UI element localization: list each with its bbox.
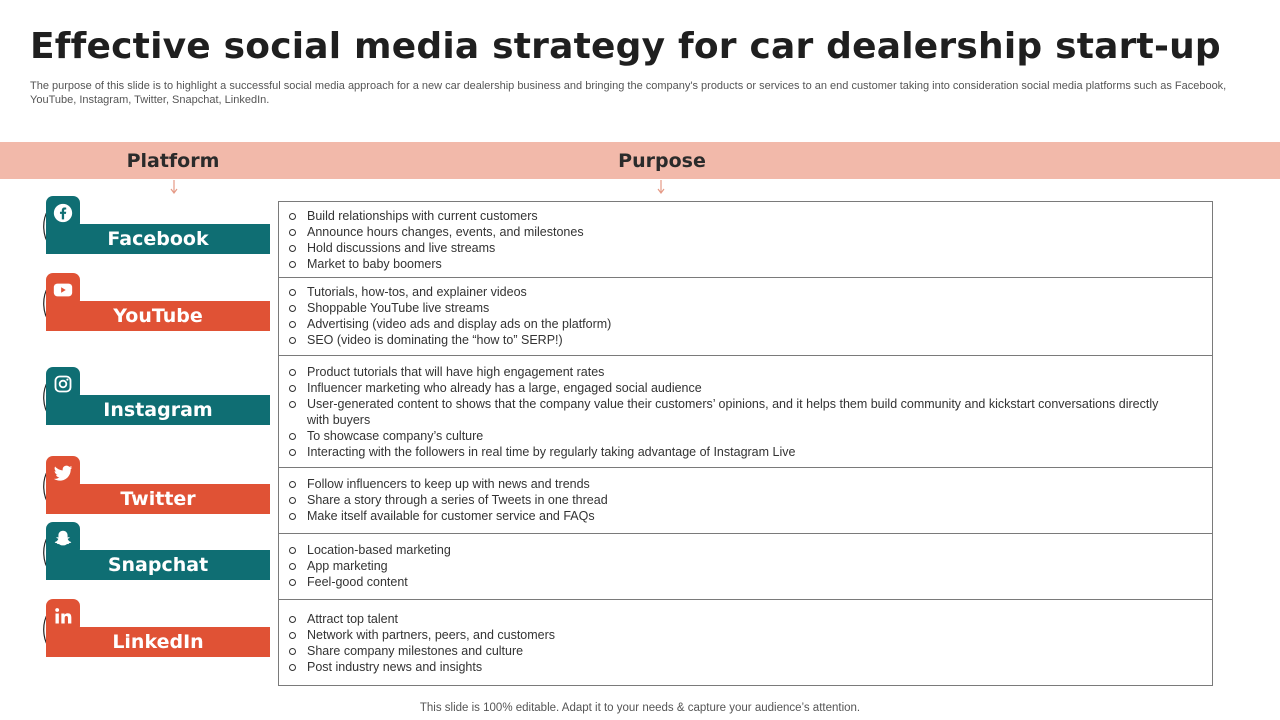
footer-note: This slide is 100% editable. Adapt it to your needs & capture your audience’s attention.: [419, 702, 861, 714]
purpose-arrow-icon: [656, 180, 666, 194]
list-item: Follow influencers to keep up with news and trends: [289, 476, 1202, 492]
purpose-list-twitter: [289, 476, 1202, 524]
purpose-list-instagram: [289, 364, 1202, 460]
platform-linkedin: [42, 599, 270, 659]
list-item: Hold discussions and live streams: [289, 240, 1202, 256]
platform-instagram: [42, 367, 270, 427]
purpose-facebook: [278, 201, 1213, 277]
list-item: Feel-good content: [289, 574, 1202, 590]
facebook-label: Facebook: [46, 224, 270, 254]
purpose-twitter: [278, 467, 1213, 533]
purpose-list-facebook: [289, 208, 1202, 272]
list-item: Build relationships with current customers: [289, 208, 1202, 224]
platform-youtube: [42, 273, 270, 333]
platform-column-header: Platform: [126, 150, 220, 172]
list-item: Attract top talent: [289, 611, 1202, 627]
purpose-list-linkedin: [289, 611, 1202, 675]
list-item: Influencer marketing who already has a large, engaged social audience: [289, 380, 1202, 396]
purpose-snapchat: [278, 533, 1213, 599]
list-item: Share a story through a series of Tweets in one thread: [289, 492, 1202, 508]
list-item: To showcase company’s culture: [289, 428, 1202, 444]
instagram-label: Instagram: [46, 395, 270, 425]
list-item: Tutorials, how-tos, and explainer videos: [289, 284, 1202, 300]
page-subtitle: The purpose of this slide is to highlight a successful social media approach for a new car dealership business and bringing the company's products or services to an end customer taking into consideration social media platforms such as Facebook, YouTube, Instagram, Twitter, Snapchat, LinkedIn.: [30, 80, 1227, 106]
youtube-icon: [46, 273, 80, 307]
platform-twitter: [42, 456, 270, 516]
platform-snapchat: [42, 522, 270, 582]
snapchat-label: Snapchat: [46, 550, 270, 580]
list-item: SEO (video is dominating the “how to” SERP!): [289, 332, 1202, 348]
list-item: Post industry news and insights: [289, 659, 1202, 675]
list-item: Market to baby boomers: [289, 256, 1202, 272]
purpose-linkedin: [278, 599, 1213, 686]
linkedin-icon: [46, 599, 80, 633]
instagram-icon: [46, 367, 80, 401]
platform-arrow-icon: [169, 180, 179, 194]
list-item: Network with partners, peers, and customers: [289, 627, 1202, 643]
purpose-instagram: [278, 355, 1213, 467]
purpose-list-youtube: [289, 284, 1202, 348]
list-item: Make itself available for customer service and FAQs: [289, 508, 1202, 524]
list-item: Shoppable YouTube live streams: [289, 300, 1202, 316]
twitter-label: Twitter: [46, 484, 270, 514]
purpose-list-snapchat: [289, 542, 1202, 590]
purpose-column-header: Purpose: [618, 150, 706, 172]
snapchat-icon: [46, 522, 80, 556]
list-item: Interacting with the followers in real time by regularly taking advantage of Instagram Live: [289, 444, 1202, 460]
list-item: Location-based marketing: [289, 542, 1202, 558]
list-item: Product tutorials that will have high engagement rates: [289, 364, 1202, 380]
list-item: Advertising (video ads and display ads on the platform): [289, 316, 1202, 332]
list-item: User-generated content to shows that the company value their customers’ opinions, and it helps them build community and kickstart conversations directly with buyers: [289, 396, 1202, 428]
list-item: Share company milestones and culture: [289, 643, 1202, 659]
twitter-icon: [46, 456, 80, 490]
list-item: Announce hours changes, events, and milestones: [289, 224, 1202, 240]
youtube-label: YouTube: [46, 301, 270, 331]
list-item: App marketing: [289, 558, 1202, 574]
purpose-youtube: [278, 277, 1213, 355]
facebook-icon: [46, 196, 80, 230]
linkedin-label: LinkedIn: [46, 627, 270, 657]
page-title: Effective social media strategy for car dealership start-up: [30, 26, 1221, 67]
platform-facebook: [42, 196, 270, 256]
